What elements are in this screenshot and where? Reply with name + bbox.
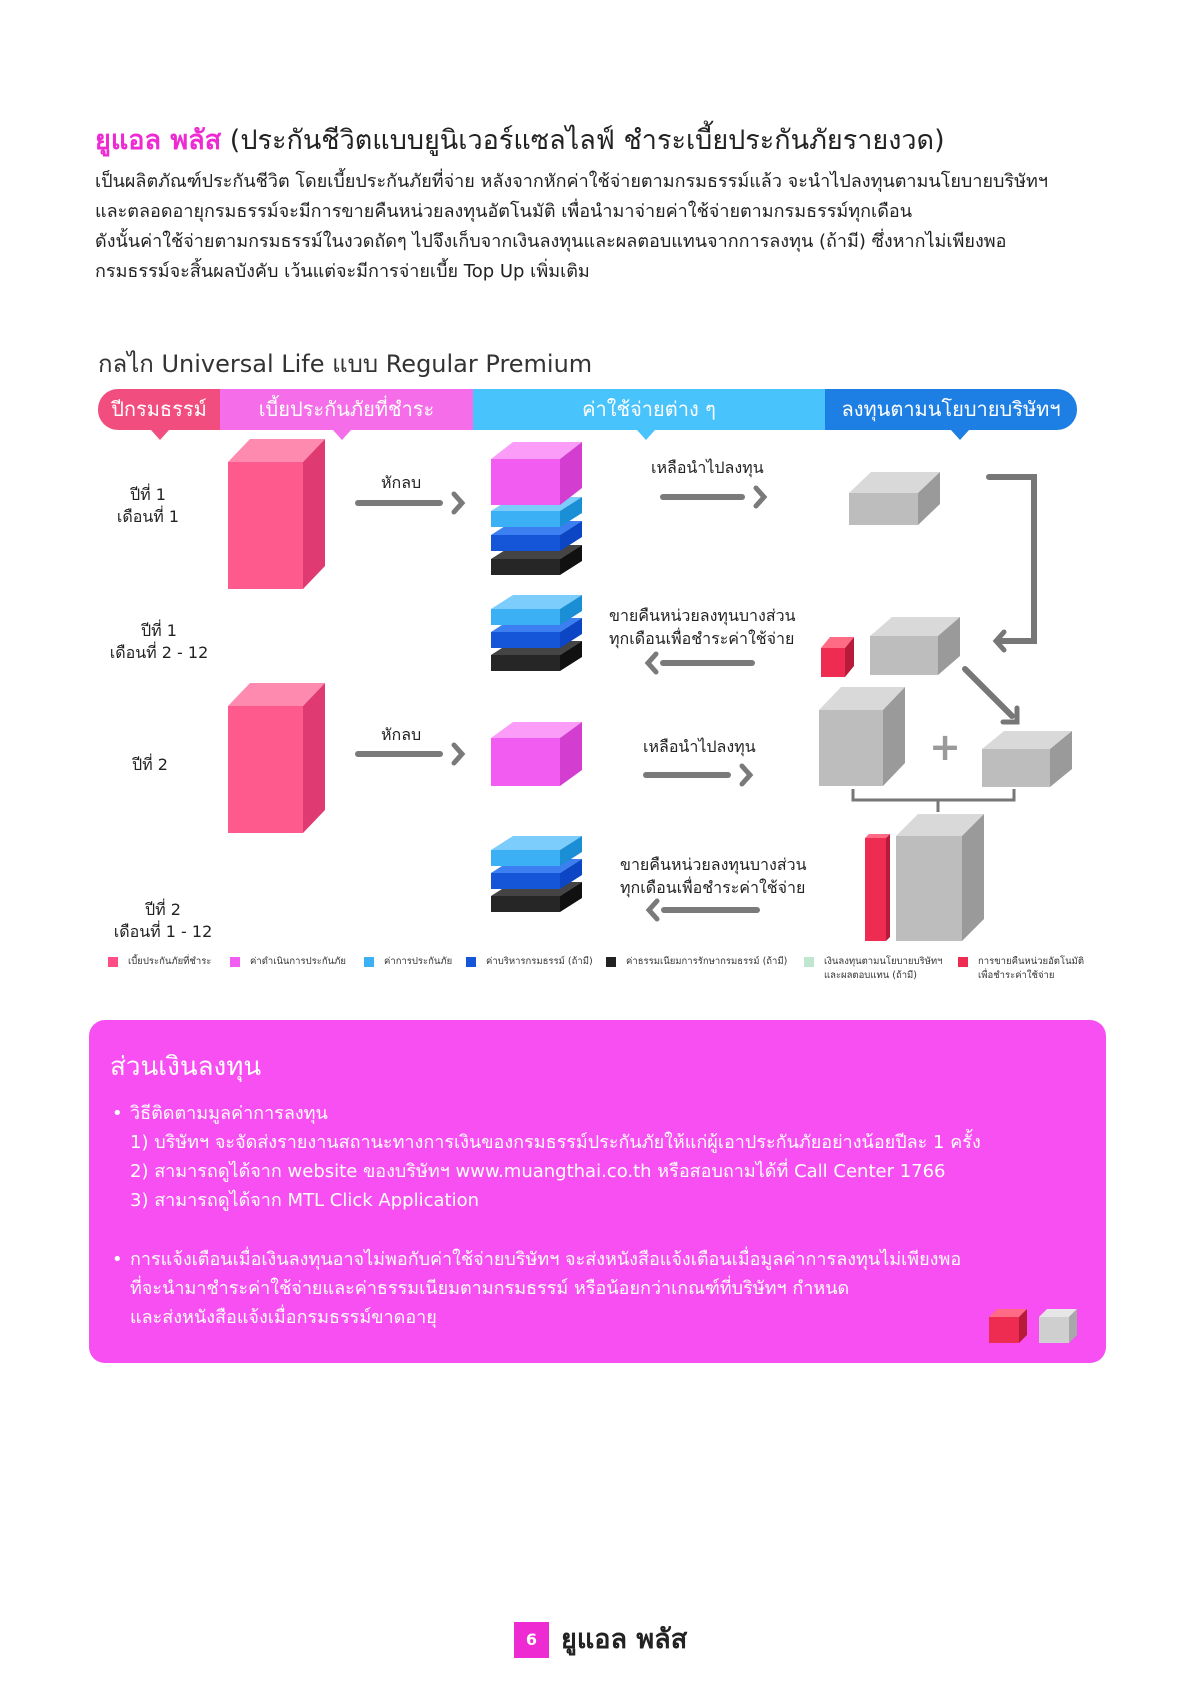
decor-red-cube bbox=[989, 1309, 1027, 1343]
title-description: (ประกันชีวิตแบบยูนิเวอร์แซลไลฟ์ ชำระเบี้ยประกันภัยรายงวด) bbox=[221, 125, 945, 156]
title-brand: ยูแอล พลัส bbox=[95, 125, 222, 156]
sum-bracket bbox=[853, 789, 1014, 812]
legend-label: ค่าธรรมเนียมการรักษากรมธรรม์ (ถ้ามี) bbox=[626, 956, 788, 967]
arrow-sell-2 bbox=[649, 901, 757, 919]
remaining-invest-label-1: เหลือนำไปลงทุน bbox=[651, 458, 764, 477]
deduct-label-2: หักลบ bbox=[381, 725, 422, 744]
arrow-deduct-2 bbox=[358, 745, 462, 763]
arrow-remaining-1 bbox=[663, 488, 764, 506]
row-year-text: ปีที่ 1 bbox=[141, 621, 177, 640]
arrow-diagonal bbox=[965, 669, 1017, 722]
decorative-cubes bbox=[985, 1305, 1085, 1347]
invest-cube-2 bbox=[870, 617, 960, 675]
header-premium-paid: เบี้ยประกันภัยที่ชำระ bbox=[220, 389, 473, 430]
legend-swatch bbox=[364, 957, 374, 967]
header-policy-year: ปีกรมธรรม์ bbox=[98, 389, 220, 430]
remaining-invest-label-2: เหลือนำไปลงทุน bbox=[643, 737, 756, 756]
bullet-dot-2: • bbox=[112, 1249, 123, 1270]
intro-line-2: และตลอดอายุกรมธรรม์จะมีการขายคืนหน่วยลงทุนอัตโนมัติ เพื่อนำมาจ่ายค่าใช้จ่ายตามกรมธรรม์ทุกเดือน bbox=[95, 201, 912, 222]
arrow-deduct-1 bbox=[358, 494, 462, 512]
legend-label-line1: เงินลงทุนตามนโยบายบริษัทฯ bbox=[824, 956, 943, 967]
investment-bullet-2-line2: ที่จะนำมาชำระค่าใช้จ่ายและค่าธรรมเนียมตามกรมธรรม์ หรือน้อยกว่าเกณฑ์ที่บริษัทฯ กำหนด bbox=[130, 1278, 850, 1299]
arrow-remaining-2 bbox=[646, 766, 750, 784]
deduct-label-1: หักลบ bbox=[381, 473, 422, 492]
diagram-legend bbox=[108, 955, 1098, 995]
investment-item-2: 2) สามารถดูได้จาก website ของบริษัทฯ www.muangthai.co.th หรือสอบถามได้ที่ Call Center 1766 bbox=[130, 1161, 946, 1182]
premium-cube-year2 bbox=[228, 683, 325, 833]
decor-gray-cube bbox=[1039, 1309, 1077, 1343]
sell-units-line2: ทุกเดือนเพื่อชำระค่าใช้จ่าย bbox=[609, 629, 795, 648]
expense-stack-2 bbox=[491, 595, 582, 671]
sell-units-line2: ทุกเดือนเพื่อชำระค่าใช้จ่าย bbox=[620, 878, 806, 897]
invest-cube-total bbox=[896, 814, 984, 941]
sell-cube-red-2 bbox=[865, 834, 890, 941]
row-month-text: เดือนที่ 1 bbox=[116, 507, 180, 526]
plus-sign: + bbox=[929, 725, 961, 769]
legend-swatch bbox=[108, 957, 118, 967]
header-invest-policy: ลงทุนตามนโยบายบริษัทฯ bbox=[825, 389, 1077, 430]
legend-swatch bbox=[606, 957, 616, 967]
expense-cube-year2 bbox=[491, 722, 582, 786]
legend-label-line2: เพื่อชำระค่าใช้จ่าย bbox=[978, 970, 1055, 981]
investment-bullet-1: วิธีติดตามมูลค่าการลงทุน bbox=[130, 1103, 328, 1124]
arrow-loop-right bbox=[989, 477, 1034, 650]
sell-cube-red-1 bbox=[821, 637, 854, 677]
investment-title: ส่วนเงินลงทุน bbox=[110, 1052, 262, 1082]
legend-label-line1: การขายคืนหน่วยอัตโนมัติ bbox=[978, 956, 1084, 967]
legend-label bbox=[978, 955, 1084, 983]
row-month-text: เดือนที่ 2 - 12 bbox=[109, 643, 209, 662]
section-title: กลไก Universal Life แบบ Regular Premium bbox=[98, 350, 593, 378]
row-year-text: ปีที่ 2 bbox=[132, 755, 168, 774]
investment-bullet-2-line1: การแจ้งเตือนเมื่อเงินลงทุนอาจไม่พอกับค่าใช้จ่ายบริษัทฯ จะส่งหนังสือแจ้งเตือนเมื่อมูลค่าการลงทุนไม่เพียงพอ bbox=[130, 1249, 962, 1270]
legend-swatch bbox=[466, 957, 476, 967]
row-year-text: ปีที่ 2 bbox=[145, 900, 181, 919]
row-month-text: เดือนที่ 1 - 12 bbox=[113, 922, 213, 941]
intro-line-1: เป็นผลิตภัณฑ์ประกันชีวิต โดยเบี้ยประกันภัยที่จ่าย หลังจากหักค่าใช้จ่ายตามกรมธรรม์แล้ว จะนำไปลงทุนตามนโยบายบริษัทฯ bbox=[95, 171, 1048, 192]
page-number: 6 bbox=[514, 1622, 549, 1658]
row-year-text: ปีที่ 1 bbox=[130, 485, 166, 504]
investment-item-3: 3) สามารถดูได้จาก MTL Click Application bbox=[130, 1190, 479, 1211]
premium-cube-year1 bbox=[228, 439, 325, 589]
expense-stack-3 bbox=[491, 836, 582, 912]
expense-stack-1 bbox=[491, 442, 582, 575]
bullet-dot-1: • bbox=[112, 1103, 123, 1124]
invest-cube-4 bbox=[982, 731, 1072, 787]
legend-swatch bbox=[230, 957, 240, 967]
legend-label: ค่าการประกันภัย bbox=[384, 956, 453, 967]
intro-line-3: ดังนั้นค่าใช้จ่ายตามกรมธรรม์ในงวดถัดๆ ไปจึงเก็บจากเงินลงทุนและผลตอบแทนจากการลงทุน (ถ้ามี) ซึ่งหากไม่เพียงพอ bbox=[95, 231, 1007, 252]
header-expenses: ค่าใช้จ่ายต่าง ๆ bbox=[473, 389, 825, 430]
sell-units-line1: ขายคืนหน่วยลงทุนบางส่วน bbox=[609, 606, 796, 625]
invest-cube-3 bbox=[819, 687, 905, 786]
arrow-sell-1 bbox=[648, 654, 752, 672]
investment-item-1: 1) บริษัทฯ จะจัดส่งรายงานสถานะทางการเงินของกรมธรรม์ประกันภัยให้แก่ผู้เอาประกันภัยอย่างน้อยปีละ 1 ครั้ง bbox=[130, 1132, 981, 1153]
legend-label: ค่าบริหารกรมธรรม์ (ถ้ามี) bbox=[486, 956, 593, 967]
legend-label bbox=[824, 955, 942, 983]
invest-cube-1 bbox=[849, 472, 940, 525]
legend-label-line2: และผลตอบแทน (ถ้ามี) bbox=[824, 970, 918, 981]
legend-swatch bbox=[958, 957, 968, 967]
legend-swatch bbox=[804, 957, 814, 967]
investment-bullet-2-line3: และส่งหนังสือแจ้งเมื่อกรมธรรม์ขาดอายุ bbox=[130, 1307, 437, 1328]
sell-units-line1: ขายคืนหน่วยลงทุนบางส่วน bbox=[620, 855, 807, 874]
legend-label: เบี้ยประกันภัยที่ชำระ bbox=[128, 956, 212, 967]
intro-line-4: กรมธรรม์จะสิ้นผลบังคับ เว้นแต่จะมีการจ่ายเบี้ย Top Up เพิ่มเติม bbox=[95, 261, 590, 282]
footer-brand: ยูแอล พลัส bbox=[561, 1624, 688, 1655]
legend-label: ค่าดำเนินการประกันภัย bbox=[250, 956, 346, 967]
